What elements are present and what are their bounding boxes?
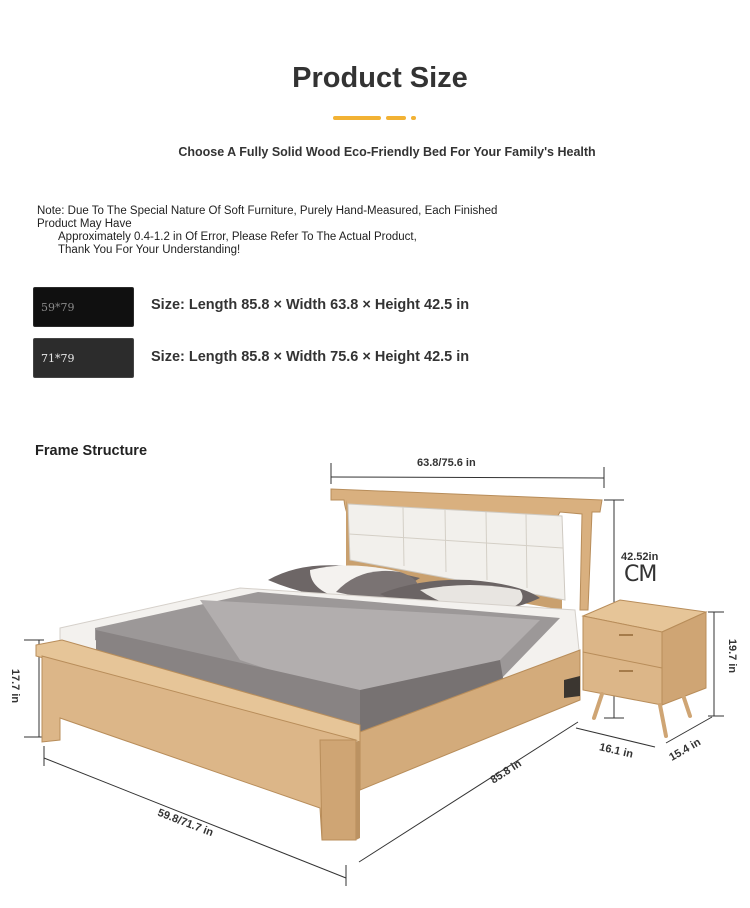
footboard-height-label: 17.7 in [9,668,22,704]
size-description-71x79: Size: Length 85.8 × Width 75.6 × Height 42.5 in [151,349,470,365]
note-line-1: Note: Due To The Special Nature Of Soft Furniture, Purely Hand-Measured, Each Finished [37,205,498,217]
nightstand-depth-label: 15.4 in [667,736,703,764]
bed-height-label: 42.52in [621,551,659,563]
bed-height-unit-label: CM [624,562,657,587]
bed-width-label: 59.8/71.7 in [155,806,215,840]
headboard-width-label: 63.8/75.6 in [417,457,476,469]
size-description-59x79: Size: Length 85.8 × Width 63.8 × Height 42.5 in [151,297,470,313]
page-subtitle: Choose A Fully Solid Wood Eco-Friendly Bed For Your Family's Health [178,145,596,159]
note-line-4: Thank You For Your Understanding! [58,244,241,256]
page-title: Product Size [292,62,468,94]
note-line-2: Product May Have [37,218,132,230]
frame-structure-title: Frame Structure [35,443,148,459]
nightstand-width-label: 16.1 in [598,741,635,761]
size-swatch-59x79[interactable]: 59*79 [33,287,134,327]
nightstand-height-label: 19.7 in [726,638,739,674]
nightstand [583,600,706,736]
bed-length-label: 85.8 in [488,757,524,787]
note-line-3: Approximately 0.4-1.2 in Of Error, Please Refer To The Actual Product, [58,231,417,243]
size-swatch-71x79[interactable]: 71*79 [33,338,134,378]
